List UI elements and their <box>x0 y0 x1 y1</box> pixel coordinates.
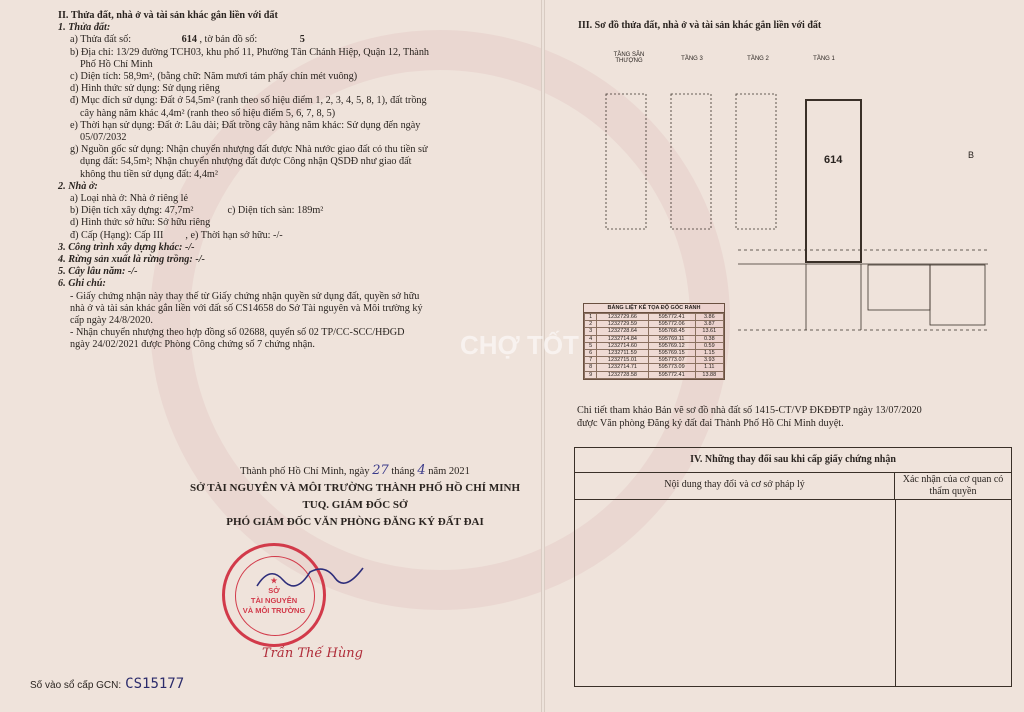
place-date <box>170 462 540 480</box>
coord-cell: 1232729.59 <box>597 321 649 328</box>
note-2: - Nhận chuyển nhượng theo hợp đồng số 02688, quyển số 02 TP/CC-SCC/HĐGD <box>70 327 405 339</box>
coord-row <box>585 342 724 349</box>
build-area: b) Diện tích xây dựng: 47,7m² <box>70 205 194 217</box>
coord-row <box>585 371 724 378</box>
changes-col-content: Nội dung thay đổi và cơ sở pháp lý <box>575 472 895 500</box>
house-type: a) Loại nhà ở: Nhà ở riêng lẻ <box>70 193 188 205</box>
floor-label-2: TẦNG 2 <box>747 56 769 62</box>
coord-cell: 1232728.58 <box>597 371 649 378</box>
coord-cell: 1232714.71 <box>597 364 649 371</box>
note-1: - Giấy chứng nhận này thay thế từ Giấy chứng nhận quyền sử dụng đất, quyền sở hữu <box>70 290 420 302</box>
year: năm 2021 <box>428 466 470 477</box>
coord-row <box>585 357 724 364</box>
coord-cell: 3.93 <box>695 357 723 364</box>
coordinate-table <box>583 303 725 380</box>
cho-tot-watermark: CHỢ TỐT <box>460 330 579 360</box>
origin-2: dụng đất: 54,5m²; Nhận chuyển nhượng đất được Công nhận QSDĐ như giao đất <box>80 156 412 168</box>
lot-number-line <box>58 34 538 46</box>
gcn-label: Số vào sổ cấp GCN: <box>30 680 122 691</box>
coord-cell: 3 <box>585 328 597 335</box>
floor-label-3: TẦNG 3 <box>681 56 703 62</box>
coord-cell: 1232714.84 <box>597 335 649 342</box>
floor-label-rooftop: TẦNG SÂN THƯỢNG <box>613 52 645 64</box>
day: 27 <box>372 463 389 478</box>
coord-cell: 8 <box>585 364 597 371</box>
map-label: , tờ bản đồ số: <box>199 34 258 46</box>
coord-cell: 595768.45 <box>648 328 695 335</box>
deputy-title: PHÓ GIÁM ĐỐC VĂN PHÒNG ĐĂNG KÝ ĐẤT ĐAI <box>226 516 484 528</box>
lot-label: a) Thửa đất số: <box>70 34 132 46</box>
coord-cell: 7 <box>585 357 597 364</box>
origin: g) Nguồn gốc sử dụng: Nhận chuyển nhượng đất được Nhà nước giao đất có thu tiền sử <box>70 144 428 156</box>
note-1c: cấp ngày 24/8/2020. <box>70 315 153 327</box>
coord-row <box>585 328 724 335</box>
coord-cell: 595773.07 <box>648 357 695 364</box>
coord-cell: 13.88 <box>695 371 723 378</box>
notes-title: 6. Ghi chú: <box>58 278 106 290</box>
house-build-area <box>58 205 538 217</box>
land-title: 1. Thửa đất: <box>58 22 111 34</box>
ownership: d) Hình thức sở hữu: Sở hữu riêng <box>70 217 211 229</box>
forest: 4. Rừng sản xuất là rừng trồng: -/- <box>58 254 205 266</box>
usage-term-2: 05/07/2032 <box>80 132 127 144</box>
reference-note-2: được Văn phòng Đăng ký đất đai Thành Phố Hồ Chí Minh duyệt. <box>577 418 844 429</box>
changes-col-confirm: Xác nhận của cơ quan có thẩm quyền <box>895 472 1011 500</box>
gcn-entry <box>30 676 184 692</box>
coord-cell: 1232728.64 <box>597 328 649 335</box>
tuq-line: TUQ. GIÁM ĐỐC SỞ <box>302 499 408 511</box>
month: 4 <box>417 463 426 478</box>
coord-cell: 595772.41 <box>648 371 695 378</box>
place: Thành phố Hồ Chí Minh, ngày <box>240 466 370 477</box>
coord-cell: 4 <box>585 335 597 342</box>
coord-cell: 0.59 <box>695 342 723 349</box>
signature-block <box>170 462 540 531</box>
coord-cell: 5 <box>585 342 597 349</box>
coord-cell: 595772.06 <box>648 321 695 328</box>
coord-cell: 13.61 <box>695 328 723 335</box>
note-1b: nhà ở và tài sản khác gắn liền với đất số CS14658 do Sở Tài nguyên và Môi trường ký <box>70 302 423 314</box>
coord-cell: 3.86 <box>695 314 723 321</box>
changes-title: IV. Những thay đổi sau khi cấp giấy chứng nhận <box>575 448 1011 473</box>
floor-2-outline <box>736 94 776 229</box>
section-3-title: III. Sơ đồ thửa đất, nhà ở và tài sản khác gắn liền với đất <box>578 20 822 31</box>
coord-cell: 6 <box>585 349 597 356</box>
floor-area: c) Diện tích sàn: 189m² <box>227 205 324 217</box>
coord-cell: 1232711.59 <box>597 349 649 356</box>
north-indicator: B <box>968 150 975 160</box>
section-2-title: II. Thửa đất, nhà ở và tài sản khác gắn liền với đất <box>58 10 278 21</box>
map-number: 5 <box>299 34 305 46</box>
coord-row <box>585 321 724 328</box>
house-title: 2. Nhà ở: <box>58 180 98 192</box>
grade: đ) Cấp (Hạng): Cấp III <box>70 229 164 241</box>
month-label: tháng <box>391 466 415 477</box>
coord-cell: 1.11 <box>695 364 723 371</box>
reference-note-1: Chi tiết tham khảo Bản vẽ sơ đồ nhà đất số 1415-CT/VP ĐKĐĐTP ngày 13/07/2020 <box>577 405 922 416</box>
coord-cell: 595769.11 <box>648 335 695 342</box>
address: b) Địa chỉ: 13/29 đường TCH03, khu phố 11, Phường Tân Chánh Hiệp, Quận 12, Thành <box>70 46 430 58</box>
coord-row <box>585 364 724 371</box>
red-seal-stamp <box>222 543 326 647</box>
coord-cell: 0.38 <box>695 335 723 342</box>
coord-cell: 595769.12 <box>648 342 695 349</box>
coord-cell: 595769.15 <box>648 349 695 356</box>
seal-text: ★ SỞ TÀI NGUYÊN VÀ MÔI TRƯỜNG <box>242 576 306 615</box>
ownership-term: , e) Thời hạn sở hữu: -/- <box>185 229 283 241</box>
signature-scribble <box>255 560 365 590</box>
adjacent-lot-2 <box>930 265 985 325</box>
changes-divider <box>895 500 896 686</box>
coord-table-title: BẢNG LIỆT KÊ TỌA ĐỘ GÓC RANH <box>584 304 724 313</box>
coord-cell: 3.87 <box>695 321 723 328</box>
perennial: 5. Cây lâu năm: -/- <box>58 266 138 278</box>
gcn-number: CS15177 <box>125 676 185 692</box>
coord-table-grid <box>584 313 724 379</box>
origin-3: không thu tiền sử dụng đất: 4,4m² <box>80 168 218 180</box>
coord-cell: 1.15 <box>695 349 723 356</box>
address-line-2: Phố Hồ Chí Minh <box>80 58 153 70</box>
left-page <box>58 10 538 352</box>
coord-row <box>585 335 724 342</box>
lot-number: 614 <box>181 34 197 46</box>
coord-cell: 595772.41 <box>648 314 695 321</box>
issuing-org: SỞ TÀI NGUYÊN VÀ MÔI TRƯỜNG THÀNH PHỐ HỒ CHÍ MINH <box>189 482 521 494</box>
house-grade <box>58 230 538 242</box>
coord-cell: 1232714.60 <box>597 342 649 349</box>
floor-3-outline <box>671 94 711 229</box>
other-works: 3. Công trình xây dựng khác: -/- <box>58 241 195 253</box>
coord-row <box>585 349 724 356</box>
note-2b: ngày 24/02/2021 được Phòng Công chứng số 7 chứng nhận. <box>70 339 315 351</box>
reference-note <box>577 404 1017 430</box>
changes-table <box>574 447 1012 687</box>
diagram-lot-number: 614 <box>824 154 843 166</box>
usage-purpose-2: cây hàng năm khác 4,4m² (ranh theo số hiệu điểm 5, 6, 7, 8, 5) <box>80 107 336 119</box>
floor-rooftop-outline <box>606 94 646 229</box>
usage-form: d) Hình thức sử dụng: Sử dụng riêng <box>70 83 220 95</box>
area: c) Diện tích: 58,9m², (bằng chữ: Năm mươi tám phẩy chín mét vuông) <box>70 71 358 83</box>
floor-label-1: TẦNG 1 <box>813 56 835 62</box>
usage-term: e) Thời hạn sử dụng: Đất ở: Lâu dài; Đất trồng cây hàng năm khác: Sử dụng đến ngày <box>70 119 421 131</box>
floor-1-outline <box>806 100 861 262</box>
adjacent-lot-1 <box>868 265 930 310</box>
coord-cell: 595773.09 <box>648 364 695 371</box>
coord-cell: 1232715.01 <box>597 357 649 364</box>
coord-cell: 1232729.66 <box>597 314 649 321</box>
coord-cell: 2 <box>585 321 597 328</box>
coord-row <box>585 314 724 321</box>
coord-cell: 1 <box>585 314 597 321</box>
coord-cell: 9 <box>585 371 597 378</box>
usage-purpose: đ) Mục đích sử dụng: Đất ở 54,5m² (ranh theo số hiệu điểm 1, 2, 3, 4, 5, 8, 1), đất trồng <box>70 95 427 107</box>
signer-name: Trần Thế Hùng <box>262 646 363 661</box>
